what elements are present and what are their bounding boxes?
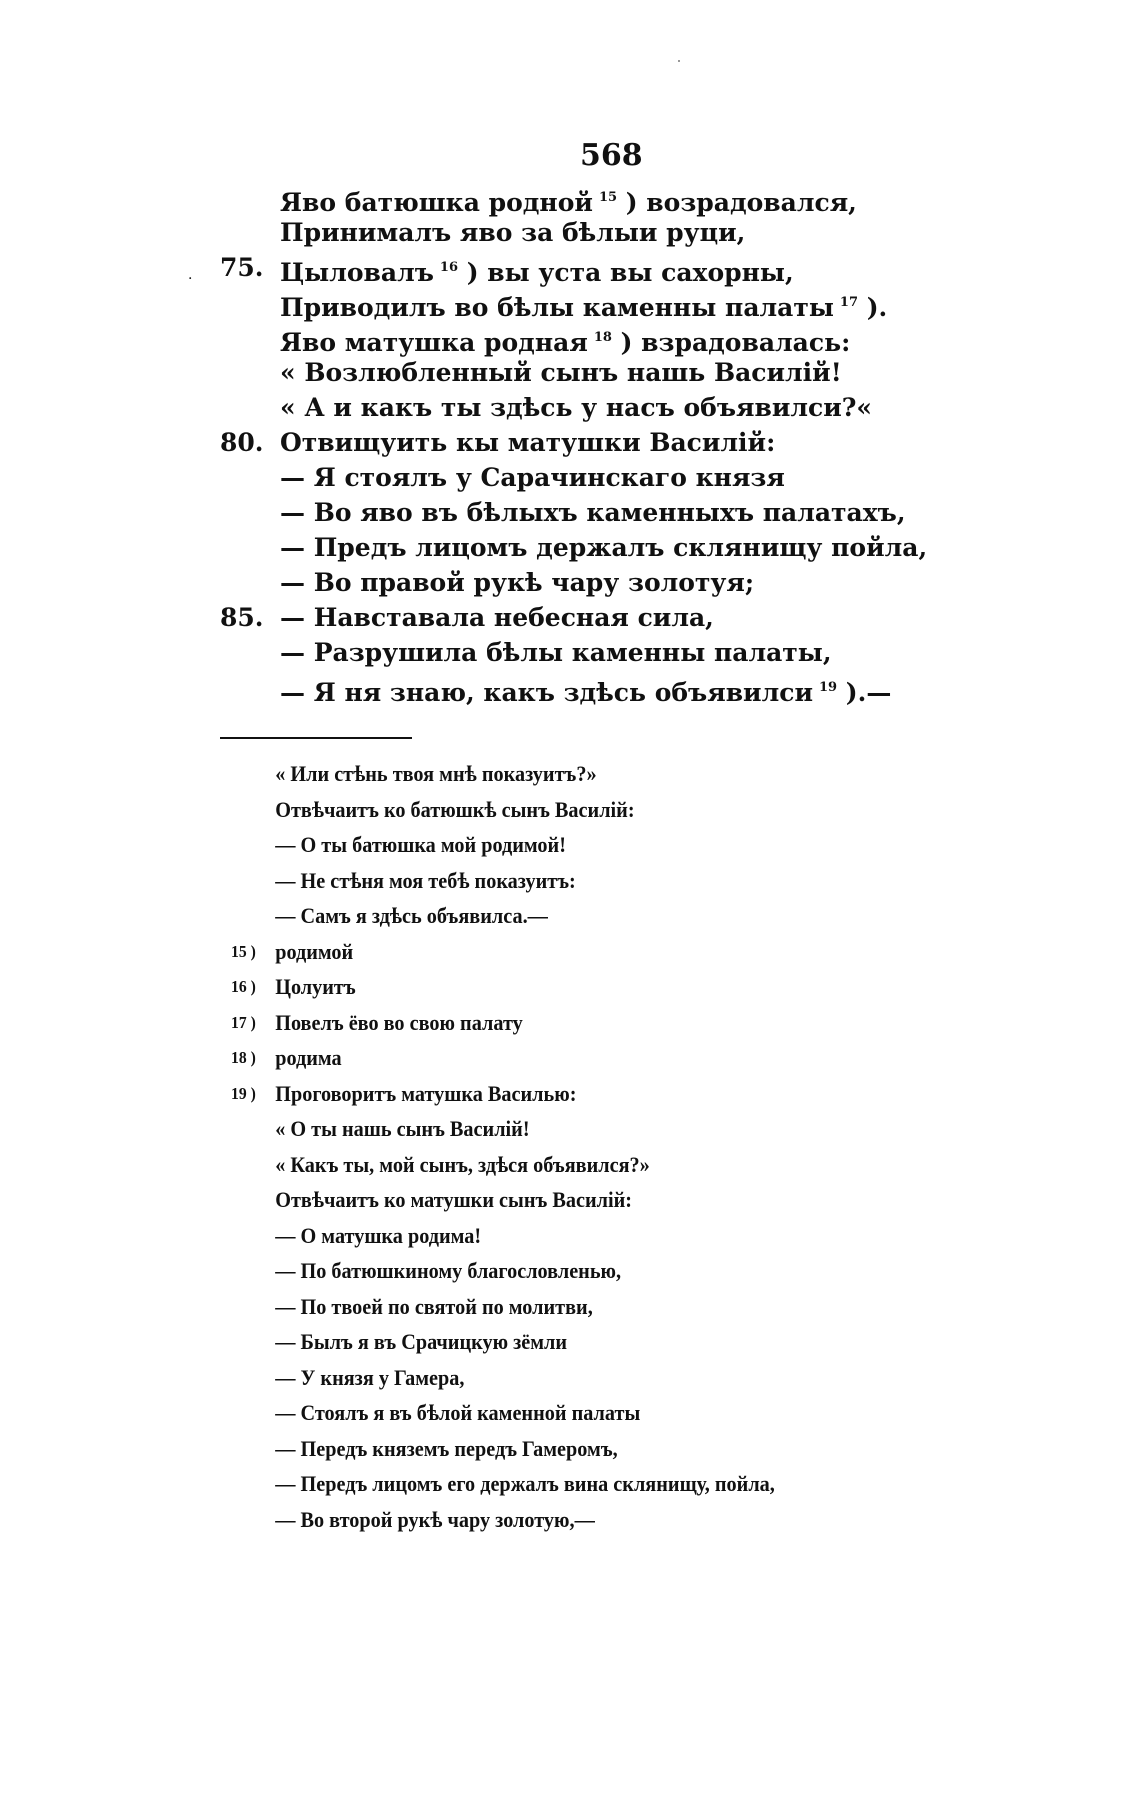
footnote-line <box>220 792 775 828</box>
verse-text: Яво матушка родная <box>280 328 588 357</box>
verse-text: — Навставала небесная сила, <box>280 603 714 632</box>
verse-text: Принималъ яво за бѣлыи руци, <box>280 218 746 247</box>
footnote-line <box>220 1502 775 1538</box>
verse-text: — Я стоялъ у Сарачинскаго князя <box>280 463 785 492</box>
footnote-line <box>220 1395 775 1431</box>
footnote-line <box>220 1360 775 1396</box>
footnote-number: 19 ) <box>231 1083 256 1103</box>
verse-text: Яво батюшка родной <box>280 188 593 217</box>
footnote-line <box>220 756 775 792</box>
footnote-line <box>220 1076 775 1112</box>
footnote-number: 15 ) <box>231 941 256 961</box>
verse-line <box>220 215 927 250</box>
verse-text-after: ) возрадовался, <box>617 188 857 217</box>
footnote-text: — Во второй рукѣ чару золотую,— <box>275 1506 595 1532</box>
page-number: 568 <box>580 138 643 173</box>
footnote-line <box>220 1324 775 1360</box>
verse-text-after: ) вы уста вы сахорны, <box>458 258 794 287</box>
footnote-line <box>220 1289 775 1325</box>
footnote-number: 16 ) <box>231 977 256 996</box>
verse-text: — Предъ лицомъ держалъ склянищу пойла, <box>280 533 928 562</box>
verse-line <box>220 285 927 320</box>
footnote-line <box>220 898 775 934</box>
verse-block <box>220 180 927 705</box>
verse-text: Приводилъ во бѣлы каменны палаты <box>280 293 834 322</box>
verse-line <box>220 355 927 390</box>
footnote-line <box>220 934 775 970</box>
footnote-line <box>220 1040 775 1076</box>
footnote-text: « О ты нашь сынъ Василій! <box>275 1116 530 1141</box>
verse-text: — Я ня знаю, какъ здѣсь объявилси <box>280 678 813 707</box>
paper-speck <box>678 60 680 62</box>
footnote-line <box>220 1253 775 1289</box>
verse-text: — Во яво въ бѣлыхъ каменныхъ палатахъ, <box>280 498 906 527</box>
verse-text-after: ).— <box>837 678 892 707</box>
margin-mark: · <box>188 271 193 287</box>
footnote-text: — Стоялъ я въ бѣлой каменной палаты <box>275 1400 641 1425</box>
footnote-line <box>220 1147 775 1183</box>
verse-line <box>220 425 927 460</box>
footnote-text: родима <box>275 1045 342 1070</box>
verse-text-after: ) взрадовалась: <box>611 328 851 357</box>
footnote-text: « Какъ ты, мой сынъ, здѣся объявился?» <box>275 1151 650 1177</box>
footnote-text: — Былъ я въ Срачицкую зёмли <box>275 1329 568 1354</box>
footnote-number: 17 ) <box>231 1012 256 1032</box>
footnote-ref: 16 <box>439 260 458 275</box>
verse-line <box>220 250 927 285</box>
verse-text: Отвищуить кы матушки Василій: <box>280 428 776 457</box>
verse-line <box>220 670 927 705</box>
footnote-number: 18 ) <box>231 1048 256 1067</box>
footnote-text: Цолуитъ <box>275 974 356 999</box>
verse-text: « А и какъ ты здѣсь у насъ объявилси?« <box>280 393 873 422</box>
footnote-line <box>220 863 775 899</box>
footnote-line <box>220 1218 775 1254</box>
footnote-ref: 17 <box>839 295 858 310</box>
footnote-line <box>220 1466 775 1502</box>
footnote-ref: 19 <box>819 680 838 695</box>
footnote-text: — Передъ лицомъ его держалъ вина склянищу, пойла, <box>275 1471 775 1496</box>
verse-line <box>220 635 927 670</box>
footnote-text: Отвѣчаитъ ко матушки сынъ Василій: <box>275 1187 633 1212</box>
footnote-text: « Или стѣнь твоя мнѣ показуитъ?» <box>275 761 597 786</box>
verse-line <box>220 180 927 215</box>
footnote-text: Повелъ ёво во свою палату <box>275 1009 523 1035</box>
footnote-line <box>220 827 775 863</box>
footnote-text: — Передъ княземъ передъ Гамеромъ, <box>275 1435 618 1461</box>
footnote-text: — О ты батюшка мой родимой! <box>275 832 566 857</box>
verse-line <box>220 390 927 425</box>
footnote-text: — По твоей по святой по молитви, <box>275 1293 593 1319</box>
footnote-text: — Не стѣня моя тебѣ показуитъ: <box>275 867 576 893</box>
footnote-text: Отвѣчаитъ ко батюшкѣ сынъ Василій: <box>275 796 635 822</box>
footnote-line <box>220 1111 775 1147</box>
line-number: 85. <box>220 603 264 632</box>
verse-text: « Возлюбленный сынъ нашь Василій! <box>280 358 842 387</box>
footnote-text: — У князя у Гамера, <box>275 1364 465 1390</box>
footnote-rule <box>220 737 412 739</box>
verse-line <box>220 460 927 495</box>
footnote-text: Проговоритъ матушка Василью: <box>275 1080 577 1106</box>
footnote-line <box>220 1005 775 1041</box>
footnote-line <box>220 1182 775 1218</box>
footnote-text: — По батюшкиному благословленью, <box>275 1258 622 1283</box>
footnote-line <box>220 969 775 1005</box>
footnote-text: — О матушка родима! <box>275 1222 482 1248</box>
verse-line <box>220 495 927 530</box>
verse-text: — Разрушила бѣлы каменны палаты, <box>280 638 832 667</box>
footnotes-block <box>220 756 823 1537</box>
verse-line <box>220 320 927 355</box>
footnote-text: родимой <box>275 938 354 964</box>
footnote-text: — Самъ я здѣсь объявилса.— <box>275 903 548 928</box>
verse-line <box>220 600 927 635</box>
footnote-ref: 15 <box>598 190 618 205</box>
verse-line <box>220 530 927 565</box>
verse-line <box>220 565 927 600</box>
verse-text-after: ). <box>858 293 888 322</box>
footnote-ref: 18 <box>593 330 612 345</box>
line-number: 75. <box>220 253 264 282</box>
verse-text: Цыловалъ <box>280 258 434 287</box>
footnote-line <box>220 1431 775 1467</box>
line-number: 80. <box>220 428 264 457</box>
verse-text: — Во правой рукѣ чару золотуя; <box>280 568 755 597</box>
